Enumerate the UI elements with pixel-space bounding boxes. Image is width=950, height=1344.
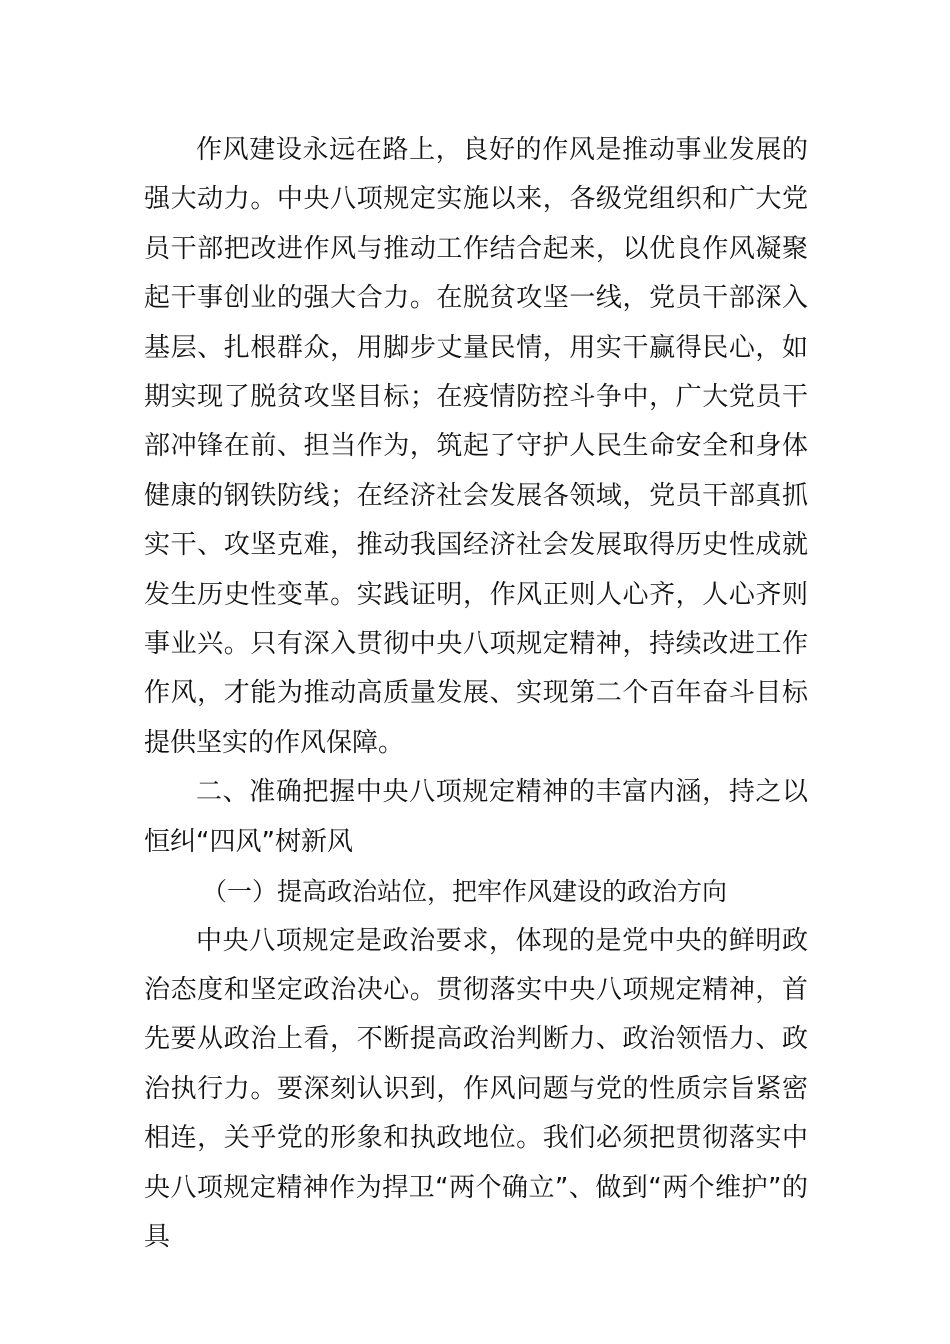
paragraph-work-style: 作风建设永远在路上，良好的作风是推动事业发展的强大动力。中央八项规定实施以来，各级党组织和广大党员干部把改进作风与推动工作结合起来，以优良作风凝聚起干事创业的强大合力。在脱贫攻坚一线，党员干部深入基层、扎根群众，用脚步丈量民情，用实干赢得民心，如期实现了脱贫攻坚目标；在疫情防控斗争中，广大党员干部冲锋在前、担当作为，筑起了守护人民生命安全和身体健康的钢铁防线；在经济社会发展各领域，党员干部真抓实干、攻坚克难，推动我国经济社会发展取得历史性成就发生历史性变革。实践证明，作风正则人心齐，人心齐则事业兴。只有深入贯彻中央八项规定精神，持续改进工作作风，才能为推动高质量发展、实现第二个百年奋斗目标提供坚实的作风保障。 bbox=[144, 135, 808, 758]
subsection-heading-one: （一）提高政治站位，把牢作风建设的政治方向 bbox=[202, 877, 728, 907]
section-heading-two: 二、准确把握中央八项规定精神的丰富内涵，持之以恒纠“四风”树新风 bbox=[144, 777, 808, 857]
paragraph-political-requirement: 中央八项规定是政治要求，体现的是党中央的鲜明政治态度和坚定政治决心。贯彻落实中央八项规定精神，首先要从政治上看，不断提高政治判断力、政治领悟力、政治执行力。要深刻认识到，作风问题与党的性质宗旨紧密相连，关乎党的形象和执政地位。我们必须把贯彻落实中央八项规定精神作为捍卫“两个确立”、做到“两个维护”的具 bbox=[144, 925, 808, 1252]
document-body bbox=[144, 126, 808, 1262]
